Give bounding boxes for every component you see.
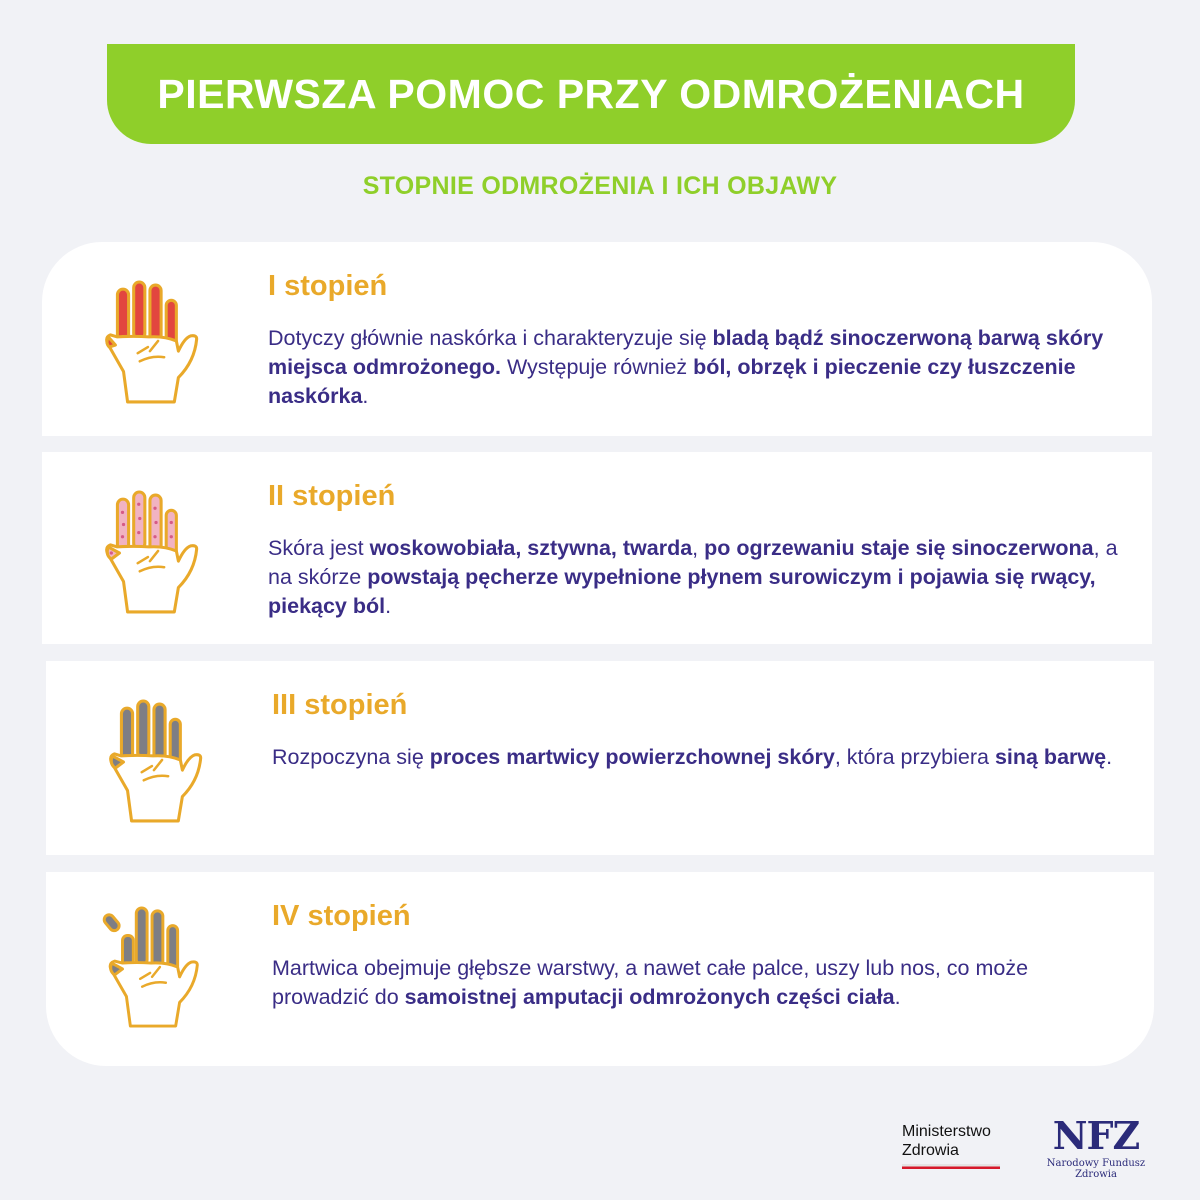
emphasis-text: siną barwę — [994, 745, 1107, 769]
flag-stripe — [902, 1164, 1000, 1169]
body-text: , a na skórze — [268, 536, 1118, 589]
stage-card-3 — [46, 661, 1154, 855]
stage-title: II stopień — [268, 480, 396, 512]
stage-card-2 — [42, 452, 1152, 644]
nfz-logo — [1028, 1113, 1164, 1180]
nfz-subtitle: Narodowy Fundusz Zdrowia — [1046, 1158, 1146, 1180]
body-text: . — [1106, 745, 1113, 769]
logo-text-line-2: Zdrowia — [902, 1142, 959, 1159]
page-title: PIERWSZA POMOC PRZY ODMROŻENIACH — [157, 70, 1025, 117]
body-text: . — [362, 384, 369, 408]
emphasis-text: ból, obrzęk i pieczenie czy łuszczenie naskórka — [268, 355, 1076, 408]
body-text: Rozpoczyna się — [272, 745, 430, 769]
hand-red-fingertips-icon — [102, 280, 206, 406]
body-text: . — [894, 985, 901, 1009]
stage-title: IV stopień — [272, 900, 411, 932]
emphasis-text: bladą bądź sinoczerwoną barwą skóry miejsca odmrożonego. — [268, 326, 1104, 379]
stage-title: I stopień — [268, 270, 388, 302]
logo-text-line-1: Ministerstwo — [902, 1123, 991, 1140]
stage-description — [272, 954, 1122, 1012]
stage-card-4 — [46, 872, 1154, 1066]
body-text: , — [692, 536, 705, 560]
emphasis-text: po ogrzewaniu staje się sinoczerwona — [704, 536, 1094, 560]
body-text: Dotyczy głównie naskórka i charakteryzuje się — [268, 326, 713, 350]
stage-description — [268, 534, 1118, 621]
emphasis-text: samoistnej amputacji odmrożonych części ciała — [404, 985, 895, 1009]
emphasis-text: powstają pęcherze wypełnione płynem surowiczym i pojawia się rwący, piekący ból — [268, 565, 1096, 618]
page-subtitle: STOPNIE ODMROŻENIA I ICH OBJAWY — [362, 172, 838, 200]
hand-gray-fingers-icon — [106, 699, 210, 825]
body-text: , która przybiera — [834, 745, 995, 769]
emphasis-text: proces martwicy powierzchownej skóry — [429, 745, 835, 769]
body-text: Skóra jest — [268, 536, 370, 560]
stage-description — [272, 743, 1122, 772]
emphasis-text: woskowobiała, sztywna, twarda — [369, 536, 693, 560]
body-text: Martwica obejmuje głębsze warstwy, a nawet całe palce, uszy lub nos, co może prowadzić do — [272, 956, 1029, 1009]
ministry-of-health-logo — [902, 1122, 1002, 1172]
nfz-mark: NFZ — [1052, 1113, 1140, 1158]
stage-description — [268, 324, 1118, 411]
title-banner — [107, 44, 1075, 144]
hand-blisters-icon — [102, 490, 206, 616]
body-text: Występuje również — [500, 355, 694, 379]
stage-title: III stopień — [272, 689, 408, 721]
stage-card-1 — [42, 242, 1152, 436]
body-text: . — [385, 594, 392, 618]
hand-amputated-finger-icon — [102, 904, 206, 1030]
